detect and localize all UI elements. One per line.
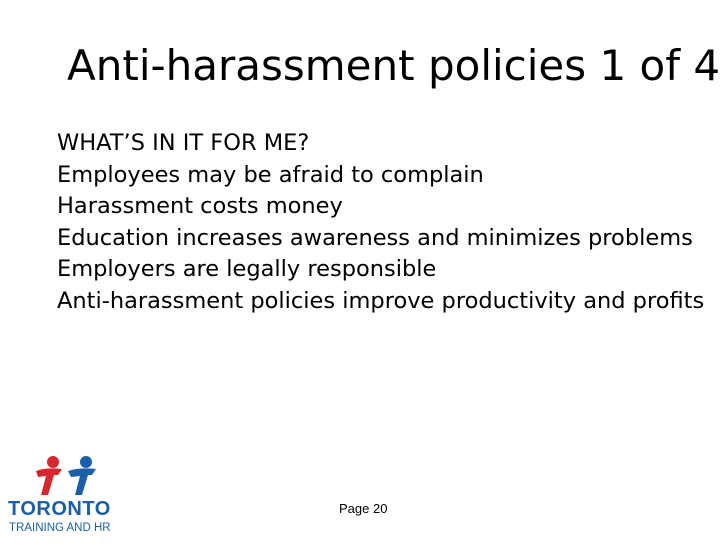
bullet-item: Employers are legally responsible	[57, 256, 437, 282]
page-number: Page 20	[339, 501, 388, 516]
bullet-item: WHAT’S IN IT FOR ME?	[57, 130, 310, 156]
bullet-item: Education increases awareness and minimizes problems	[57, 224, 693, 251]
slide-title: Anti-harassment policies 1 of 4	[67, 41, 721, 90]
bullet-item: Anti-harassment policies improve productivity and profits	[57, 287, 705, 314]
bullet-item: Employees may be afraid to complain	[57, 161, 484, 188]
two-figures-logo-icon	[28, 455, 108, 497]
bullet-item: Harassment costs money	[57, 193, 343, 219]
logo-subtitle: TRAINING AND HR	[9, 522, 111, 534]
toronto-training-logo	[8, 455, 128, 537]
bullet-list	[57, 128, 707, 317]
logo-name: TORONTO	[8, 498, 111, 520]
